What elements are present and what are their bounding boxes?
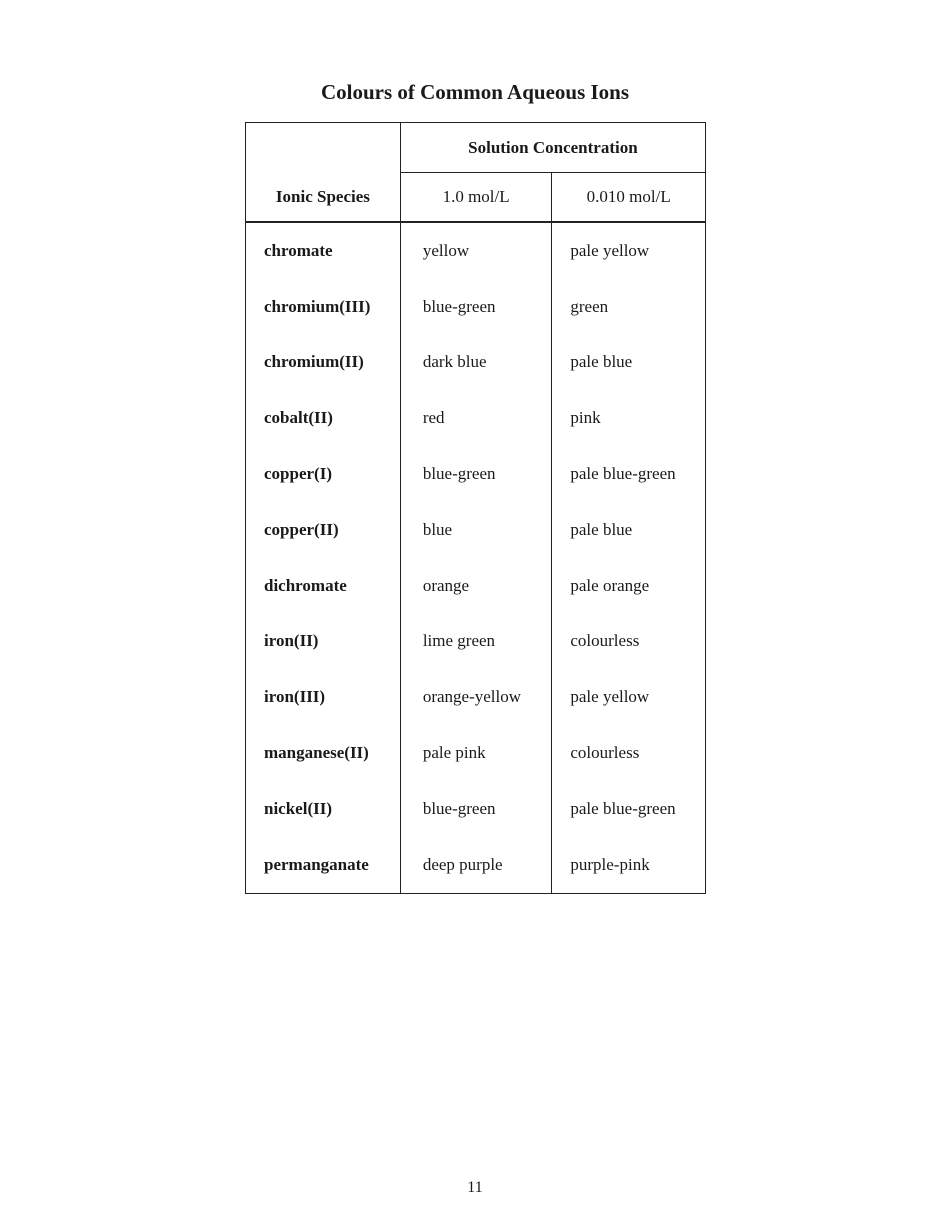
colour-1-mol-cell: blue-green: [400, 446, 552, 502]
table-row: [246, 837, 706, 893]
species-cell: nickel(II): [246, 781, 401, 837]
colour-0-010-mol-cell: pale yellow: [570, 687, 650, 707]
colour-0-010-mol-cell: pink: [570, 408, 601, 428]
table-row: [246, 446, 706, 502]
table-row: [246, 558, 706, 614]
species-cell: iron(III): [246, 669, 401, 725]
species-cell: dichromate: [246, 558, 401, 614]
species-cell: chromium(III): [246, 279, 401, 335]
colour-1-mol-cell: deep purple: [400, 837, 552, 893]
colour-1-mol-cell: blue-green: [400, 279, 552, 335]
ionic-species-header: Ionic Species: [246, 123, 401, 223]
colour-1-mol-cell: lime green: [400, 614, 552, 670]
colour-1-mol-cell: blue-green: [400, 781, 552, 837]
solution-concentration-header: Solution Concentration: [400, 123, 705, 173]
colour-0-010-mol-cell: pale yellow: [570, 240, 650, 260]
colour-0-010-mol-cell: pale blue-green: [570, 464, 676, 484]
colour-1-mol-cell: dark blue: [400, 335, 552, 391]
table-header: [246, 123, 706, 223]
colour-0-010-mol-cell: pale orange: [570, 575, 650, 595]
species-cell: chromium(II): [246, 335, 401, 391]
table-row: [246, 222, 706, 279]
colour-0-010-mol-cell: pale blue: [570, 352, 633, 372]
colour-0-010-mol-cell: green: [570, 296, 609, 316]
colour-1-mol-cell: orange: [400, 558, 552, 614]
colour-1-mol-cell: pale pink: [400, 725, 552, 781]
table-row: [246, 781, 706, 837]
colour-0-010-mol-cell: pale blue-green: [570, 798, 676, 818]
species-cell: manganese(II): [246, 725, 401, 781]
colour-1-mol-cell: yellow: [400, 222, 552, 279]
concentration-header-1: 1.0 mol/L: [400, 173, 552, 223]
table-row: [246, 725, 706, 781]
table-row: [246, 390, 706, 446]
page-number: 11: [467, 1179, 483, 1196]
species-cell: cobalt(II): [246, 390, 401, 446]
table-row: [246, 614, 706, 670]
table-row: [246, 279, 706, 335]
ion-colour-table: [245, 122, 706, 894]
colour-0-010-mol-cell: pale blue: [570, 519, 633, 539]
table-row: [246, 335, 706, 391]
table-row: [246, 669, 706, 725]
concentration-header-2: 0.010 mol/L: [552, 173, 706, 223]
species-cell: chromate: [246, 222, 401, 279]
table-row: [246, 502, 706, 558]
colour-1-mol-cell: red: [400, 390, 552, 446]
colour-0-010-mol-cell: colourless: [570, 631, 640, 651]
table-body: [246, 222, 706, 893]
colour-0-010-mol-cell: purple-pink: [570, 854, 650, 874]
species-cell: copper(I): [246, 446, 401, 502]
species-cell: iron(II): [246, 614, 401, 670]
colour-1-mol-cell: orange-yellow: [400, 669, 552, 725]
colour-0-010-mol-cell: colourless: [570, 743, 640, 763]
species-cell: copper(II): [246, 502, 401, 558]
page-title: Colours of Common Aqueous Ions: [320, 80, 630, 104]
species-cell: permanganate: [246, 837, 401, 893]
colour-1-mol-cell: blue: [400, 502, 552, 558]
